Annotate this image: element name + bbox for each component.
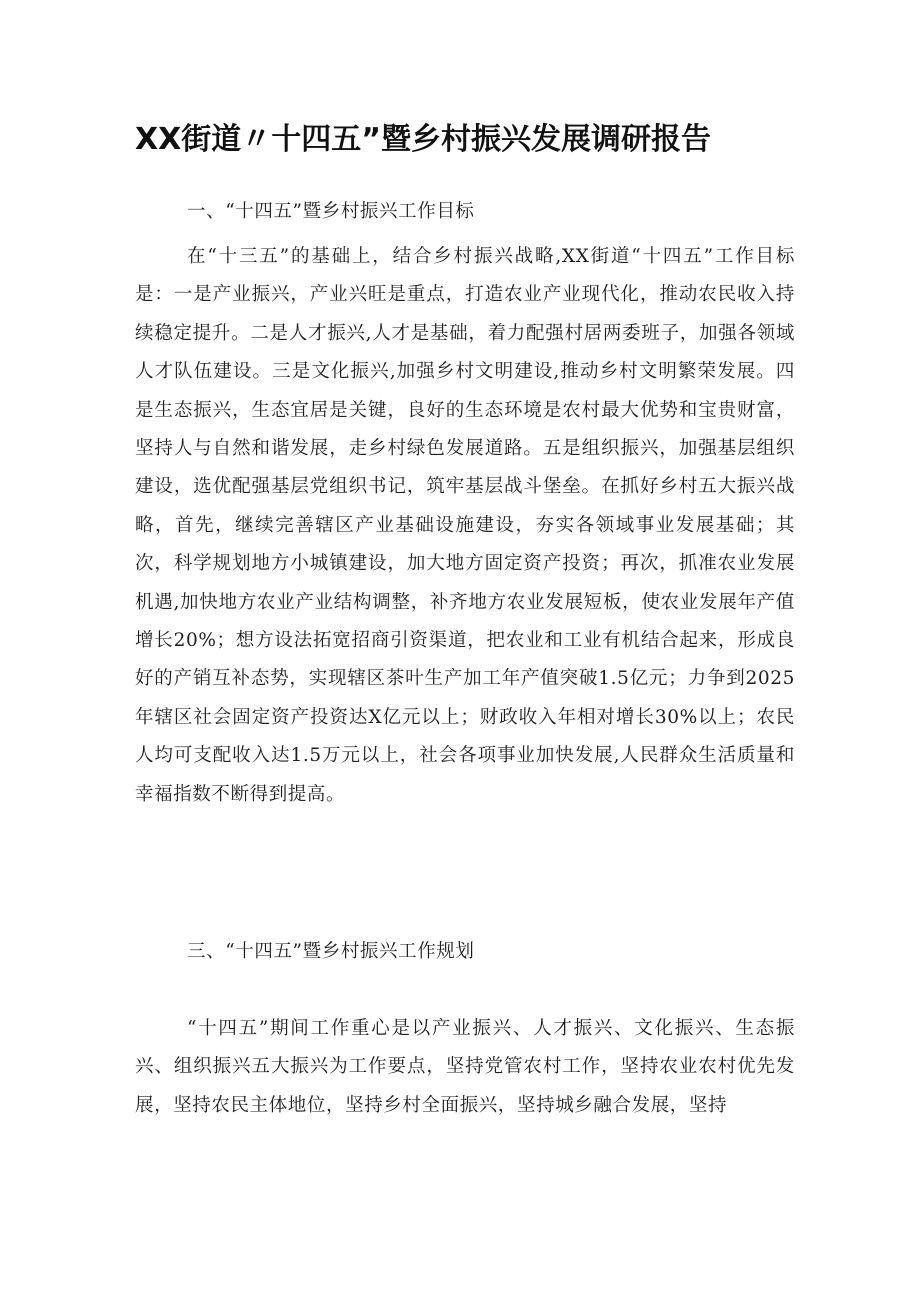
section-heading-planning: 三、“十四五”暨乡村振兴工作规划	[187, 941, 475, 962]
section-heading-goals: 一、“十四五”暨乡村振兴工作目标	[187, 201, 475, 222]
document-title: XX街道〃十四五”暨乡村振兴发展调研报告	[135, 122, 711, 157]
paragraph-planning: “十四五”期间工作重心是以产业振兴、人才振兴、文化振兴、生态振兴、组织振兴五大振兴为工作要点，坚持党管农村工作，坚持农业农村优先发展，坚持农民主体地位，坚持乡村全面振兴，坚持城乡融合发展，坚持	[135, 1018, 795, 1116]
paragraph-goals: 在“十三五”的基础上，结合乡村振兴战略,XX街道“十四五”工作目标是：一是产业振兴，产业兴旺是重点，打造农业产业现代化，推动农民收入持续稳定提升。二是人才振兴,人才是基础，着力配强村居两委班子，加强各领域人才队伍建设。三是文化振兴,加强乡村文明建设,推动乡村文明繁荣发展。四是生态振兴，生态宜居是关键，良好的生态环境是农村最大优势和宝贵财富，坚持人与自然和谐发展，走乡村绿色发展道路。五是组织振兴，加强基层组织建设，选优配强基层党组织书记，筑牢基层战斗堡垒。在抓好乡村五大振兴战略，首先，继续完善辖区产业基础设施建设，夯实各领域事业发展基础；其次，科学规划地方小城镇建设，加大地方固定资产投资；再次，抓准农业发展机遇,加快地方农业产业结构调整，补齐地方农业发展短板，使农业发展年产值增长20%；想方设法拓宽招商引资渠道，把农业和工业有机结合起来，形成良好的产销互补态势，实现辖区茶叶生产加工年产值突破1.5亿元；力争到2025年辖区社会固定资产投资达X亿元以上；财政收入年相对增长30%以上；农民人均可支配收入达1.5万元以上，社会各项事业加快发展,人民群众生活质量和幸福指数不断得到提高。	[135, 246, 795, 805]
